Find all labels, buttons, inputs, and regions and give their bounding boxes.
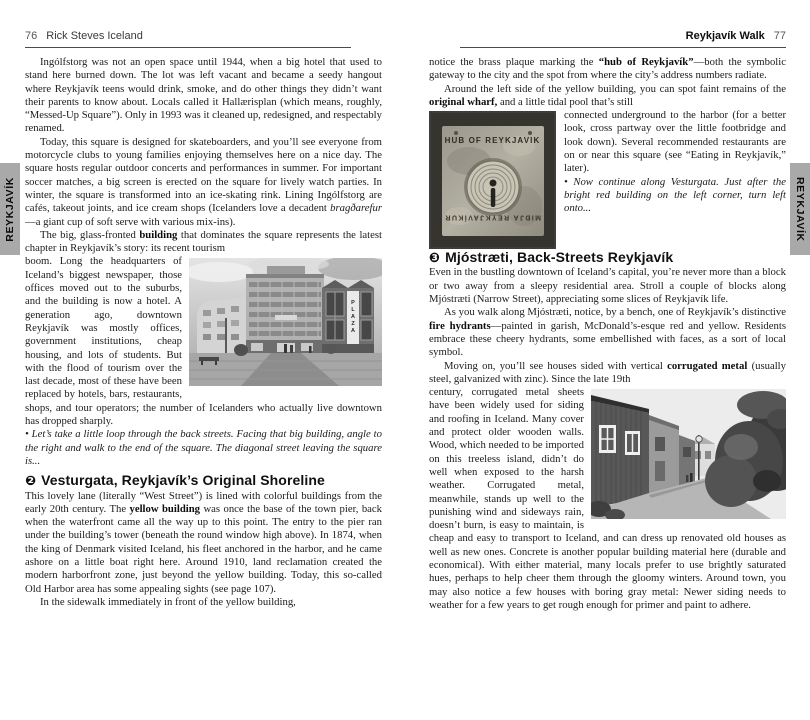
right-page-body: [429, 56, 786, 612]
text-run: Around the left side of the yellow building, you can spot faint remains of the: [444, 82, 786, 95]
tab-label: REYKJAVÍK: [4, 176, 16, 242]
paragraph-back-streets: Even in the bustling downtown of Iceland’s capital, you’re never more than a block or two away from a sleepy residential area. Stroll a couple of blocks along Mjóstræti (Narrow Street), appreciating some slices of Reykjavík life.: [429, 266, 786, 306]
text-run: Moving on, you’ll see houses sided with vertical: [444, 359, 668, 372]
left-page-body: [25, 56, 382, 609]
page-number-left: 76: [25, 30, 38, 42]
text-run: connected underground to the harbor (for a better look, cross partway over the little footbridge and look down). Several recommended restaurants are on or near this square (see “Eating in Reykjavík,” later).: [564, 109, 786, 175]
plaque-title-text: HUB OF REYKJAVIK: [444, 136, 541, 146]
reykjavik-tab-left: [0, 163, 20, 255]
paragraph-square-today: [25, 136, 382, 229]
bold-term-corrugated-metal: corrugated metal: [667, 359, 748, 372]
reykjavik-tab-right: [790, 163, 810, 255]
text-run: (usually steel, galvanized with zinc). Since the late 19th: [429, 359, 786, 385]
bold-term-hub-of-reykjavik: “hub of Reykjavík”: [598, 56, 694, 68]
ingolfstorg-square-photo: [189, 258, 382, 386]
page-right: [405, 0, 810, 720]
section-heading-vesturgata: [25, 474, 382, 487]
section-heading-mjostraeti: [429, 251, 786, 264]
text-run: —a giant cup of soft serve with various mix-ins).: [25, 215, 236, 228]
tab-label: REYKJAVÍK: [794, 176, 806, 242]
text-run: This lovely lane (literally “West Street”) is lined with colorful buildings from the early 20th century. The: [25, 489, 382, 515]
paragraph-corrugated-intro: [429, 360, 786, 387]
bold-term-original-wharf: original wharf,: [429, 95, 498, 108]
text-run: As you walk along Mjóstræti, notice, by a bench, one of Reykjavík’s distinctive: [444, 306, 786, 319]
paragraph-building-intro: [25, 229, 382, 256]
text-run: Today, this square is designed for skateboarders, and you’ll see everyone from motorcycle clubs to young families enjoying themselves here on a nice day. The square hosts regular outdoor concerts and performances in summer. For important soccer matches, a big screen is erected on the square for lively watch parties. In winter, the square is transformed into an ice-skating rink. Lining Ingólfstorg are cafés, takeout joints, and ice cream shops (Icelanders love a decadent: [25, 135, 382, 215]
walk-direction-note-1: • Let’s take a little loop through the back streets. Facing that big building, angle to the right and walk to the end of the square. The diagonal street leaving the square is...: [25, 428, 382, 467]
paragraph-ingolfstorg-history: Ingólfstorg was not an open space until 1944, when a big hotel that used to stand here burned down. The lot was left vacant and became a seedy hangout where Reykjavík teens would drink, smoke, and do other things they didn’t want their parents to know about. Locals called it Hallærisplan (which means, roughly, “Messed-Up Square”). Only in 1993 was it cleaned up, redesigned, and respectably renamed.: [25, 56, 382, 135]
paragraph-sidewalk-lead: In the sidewalk immediately in front of the yellow building,: [40, 595, 296, 608]
section-number-2-icon: ❷: [25, 473, 37, 489]
plaque-photo-graphic: [429, 111, 556, 249]
text-run: that dominates the square represents the latest chapter in Reykjavík’s story: its recent tourism: [25, 228, 382, 255]
plaque-subtitle-text: MIÐJA REYKJAVÍKUR: [444, 213, 541, 221]
right-page-content: [429, 30, 786, 612]
chapter-title: Reykjavík Walk: [685, 30, 765, 42]
text-run: The big, glass-fronted: [40, 228, 140, 241]
text-run: century, corrugated metal sheets have been widely used for siding and roofing in Iceland. Many cover and protect older wooden walls. Wood, which needed to be imported on this treeless island, didn’t do well when exposed to the harsh weather. Corrugated metal, meanwhile, stands up well to the punishing wind and sideways rain, doesn’t burn, is easy to maintain, is cheap and easy to transport to Iceland, and can dress up renovated old houses as well as new ones. Concrete is another popular building material here (durable and economical). With either material, many locals prefer to use brightly saturated hues, perhaps to help cheer them through the gloomy winters. Around town, you may also notice a few houses with boring gray metal: Newer siding needs to weather for a few years to get rough enough for primer and paint to adhere.: [429, 386, 786, 611]
book-title: Rick Steves Iceland: [46, 30, 143, 42]
plaza-sign-label: PLAZA: [350, 299, 356, 335]
left-running-header: [25, 30, 351, 48]
walk-direction-note-2: • Now continue along Vesturgata. Just after the bright red building on the left corner, turn left onto...: [564, 175, 786, 215]
text-run: boom. Long the headquarters of Iceland’s biggest newspaper, those offices moved out to the suburbs, and the building is now a hotel. A generation ago, downtown Reykjavík was mostly offices, government institutions, cheap housing, and lots of students. But with the flood of tourism over the last decade, most of these have been replaced by hotels, bars, restaurants, shops, and tour operators; the number of Icelanders who actually live downtown has dropped sharply.: [25, 255, 382, 428]
paragraph-vesturgata: [25, 490, 382, 596]
section-title: Vesturgata, Reykjavík’s Original Shoreline: [41, 472, 325, 489]
mjostraeti-street-photo: [591, 389, 786, 519]
text-run: notice the brass plaque marking the: [429, 56, 599, 68]
right-running-header: [460, 30, 786, 48]
section-title: Mjóstræti, Back-Streets Reykjavík: [445, 249, 674, 266]
paragraph-hub-plaque: [429, 56, 786, 83]
section-number-3-icon: ❸: [429, 250, 441, 266]
text-run: was once the base of the town pier, back when the waterfront came all the way up to this point. The entry to the pier ran under the building’s tower (beneath the round window high above). In 1874, when the king of Denmark visited Iceland, his fleet anchored in the harbor, and he came ashore on a little boat right here. Around 1910, land reclamation created the modern harborfront zone, just beyond the yellow building. Today, this so-called Old Harbor area has some appealing sights (see page 107).: [25, 502, 382, 595]
street-photo-graphic: [591, 389, 786, 519]
bold-term-yellow-building: yellow building: [129, 502, 201, 515]
hub-of-reykjavik-plaque-photo: [429, 111, 556, 249]
text-run: and a little tidal pool that’s still: [497, 95, 633, 108]
bold-term-fire-hydrants: fire hydrants: [429, 319, 491, 332]
paragraph-original-wharf: [429, 83, 786, 110]
left-page-content: [25, 30, 382, 609]
paragraph-fire-hydrants: [429, 306, 786, 359]
italic-term-bragdarefur: bragðarefur: [330, 202, 382, 215]
text-run: —both the symbolic gateway to the city and the spot from where the city’s address numbers radiate.: [429, 56, 786, 82]
page-number-right: 77: [773, 30, 786, 42]
bold-term-building: building: [139, 228, 178, 241]
text-run: —painted in garish, McDonald’s-esque red and yellow. Residents embrace these cheery hydrants, some embellished with faces, as a sort of local symbol.: [429, 319, 786, 359]
